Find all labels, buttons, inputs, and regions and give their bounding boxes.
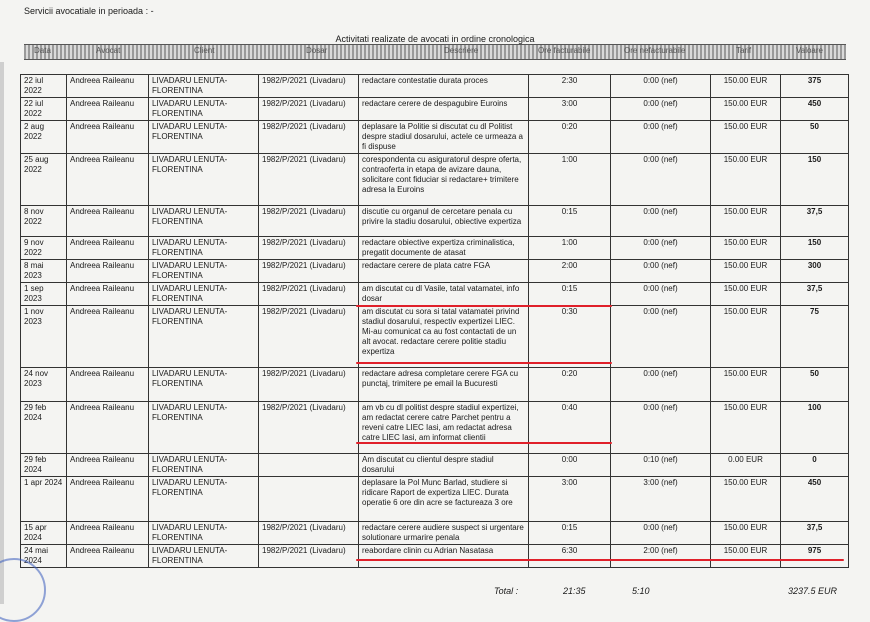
cell-date: 24 mai 2024 (21, 545, 67, 568)
total-label: Total : (494, 586, 519, 596)
cell-lawyer: Andreea Raileanu (67, 522, 149, 545)
cell-nonbill: 0:00 (nef) (611, 121, 711, 154)
cell-client: LIVADARU LENUTA-FLORENTINA (149, 260, 259, 283)
cell-case (259, 477, 359, 522)
cell-hours: 0:15 (529, 522, 611, 545)
table-title: Activitati realizate de avocati in ordine cronologica (335, 34, 535, 44)
total-billable-hours: 21:35 (563, 586, 586, 596)
cell-nonbill: 0:00 (nef) (611, 154, 711, 206)
cell-case: 1982/P/2021 (Livadaru) (259, 260, 359, 283)
cell-case: 1982/P/2021 (Livadaru) (259, 237, 359, 260)
cell-lawyer: Andreea Raileanu (67, 206, 149, 237)
cell-rate: 150.00 EUR (711, 121, 781, 154)
cell-desc: redactare obiective expertiza criminalistica, pregatit documente de atasat (359, 237, 529, 260)
cell-nonbill: 0:00 (nef) (611, 260, 711, 283)
cell-value: 37,5 (781, 522, 849, 545)
activities-table (20, 74, 849, 568)
cell-hours: 2:30 (529, 75, 611, 98)
cell-date: 2 aug 2022 (21, 121, 67, 154)
cell-nonbill: 0:00 (nef) (611, 98, 711, 121)
cell-value: 150 (781, 154, 849, 206)
cell-case: 1982/P/2021 (Livadaru) (259, 306, 359, 368)
cell-date: 9 nov 2022 (21, 237, 67, 260)
header-value: Valoare (796, 46, 823, 55)
cell-desc: am discutat cu sora si tatal vatamatei privind stadiul dosarului, respectiv expertizei LIEC. Mi-au comunicat ca au fost contactati de un alt avocat. redactare cerere politie stadiu expertiza (359, 306, 529, 368)
cell-hours: 0:20 (529, 368, 611, 402)
header-case: Dosar (306, 46, 328, 55)
table-row (21, 206, 849, 237)
cell-desc: redactare cerere de plata catre FGA (359, 260, 529, 283)
cell-value: 975 (781, 545, 849, 568)
cell-date: 29 feb 2024 (21, 402, 67, 454)
cell-lawyer: Andreea Raileanu (67, 477, 149, 522)
document-header: Servicii avocatiale in perioada : - (24, 6, 154, 16)
cell-rate: 150.00 EUR (711, 545, 781, 568)
cell-date: 29 feb 2024 (21, 454, 67, 477)
cell-rate: 150.00 EUR (711, 75, 781, 98)
cell-client: LIVADARU LENUTA-FLORENTINA (149, 121, 259, 154)
table-row (21, 306, 849, 368)
table-row (21, 121, 849, 154)
cell-nonbill: 0:00 (nef) (611, 283, 711, 306)
cell-desc: am vb cu dl politist despre stadiul expertizei, am redactat cerere catre Parchet pentru a reveni catre LIEC Iasi, am redactat adresa catre LIEC Iasi, am informat clientii (359, 402, 529, 454)
table-row (21, 283, 849, 306)
cell-nonbill: 0:00 (nef) (611, 237, 711, 260)
cell-nonbill: 0:00 (nef) (611, 75, 711, 98)
cell-date: 1 apr 2024 (21, 477, 67, 522)
cell-rate: 150.00 EUR (711, 522, 781, 545)
cell-client: LIVADARU LENUTA-FLORENTINA (149, 454, 259, 477)
cell-desc: Am discutat cu clientul despre stadiul dosarului (359, 454, 529, 477)
cell-hours: 3:00 (529, 98, 611, 121)
cell-value: 0 (781, 454, 849, 477)
cell-case: 1982/P/2021 (Livadaru) (259, 545, 359, 568)
cell-client: LIVADARU LENUTA-FLORENTINA (149, 237, 259, 260)
header-rate: Tarif (736, 46, 752, 55)
cell-rate: 150.00 EUR (711, 368, 781, 402)
cell-client: LIVADARU LENUTA-FLORENTINA (149, 306, 259, 368)
cell-date: 15 apr 2024 (21, 522, 67, 545)
cell-nonbill: 0:00 (nef) (611, 206, 711, 237)
cell-lawyer: Andreea Raileanu (67, 402, 149, 454)
cell-client: LIVADARU LENUTA-FLORENTINA (149, 522, 259, 545)
table-row (21, 454, 849, 477)
cell-value: 75 (781, 306, 849, 368)
page-edge (0, 62, 4, 604)
cell-lawyer: Andreea Raileanu (67, 283, 149, 306)
table-row (21, 260, 849, 283)
cell-nonbill: 0:00 (nef) (611, 522, 711, 545)
cell-rate: 150.00 EUR (711, 402, 781, 454)
header-date: Data (34, 46, 51, 55)
cell-nonbill: 0:10 (nef) (611, 454, 711, 477)
cell-case: 1982/P/2021 (Livadaru) (259, 75, 359, 98)
header-nonbillable-hours: Ore nefacturabile (624, 46, 686, 55)
cell-client: LIVADARU LENUTA-FLORENTINA (149, 477, 259, 522)
cell-date: 1 nov 2023 (21, 306, 67, 368)
cell-lawyer: Andreea Raileanu (67, 454, 149, 477)
cell-lawyer: Andreea Raileanu (67, 260, 149, 283)
cell-date: 8 mai 2023 (21, 260, 67, 283)
cell-date: 8 nov 2022 (21, 206, 67, 237)
table-row (21, 477, 849, 522)
cell-hours: 0:15 (529, 283, 611, 306)
cell-rate: 150.00 EUR (711, 237, 781, 260)
cell-nonbill: 0:00 (nef) (611, 402, 711, 454)
cell-lawyer: Andreea Raileanu (67, 368, 149, 402)
cell-value: 37,5 (781, 283, 849, 306)
cell-desc: corespondenta cu asiguratorul despre oferta, contraoferta in etapa de avizare dauna, solicitare cont fiduciar si redactare+ trimitere adresa la Euroins (359, 154, 529, 206)
cell-lawyer: Andreea Raileanu (67, 545, 149, 568)
cell-rate: 150.00 EUR (711, 206, 781, 237)
cell-value: 375 (781, 75, 849, 98)
cell-hours: 2:00 (529, 260, 611, 283)
cell-nonbill: 2:00 (nef) (611, 545, 711, 568)
cell-client: LIVADARU LENUTA-FLORENTINA (149, 154, 259, 206)
cell-rate: 150.00 EUR (711, 154, 781, 206)
cell-desc: deplasare la Politie si discutat cu dl Politist despre stadiul dosarului, actele ce urmeaza a fi dispuse (359, 121, 529, 154)
cell-hours: 0:20 (529, 121, 611, 154)
cell-case: 1982/P/2021 (Livadaru) (259, 522, 359, 545)
cell-hours: 3:00 (529, 477, 611, 522)
table-row (21, 154, 849, 206)
table-row (21, 402, 849, 454)
cell-hours: 6:30 (529, 545, 611, 568)
cell-lawyer: Andreea Raileanu (67, 121, 149, 154)
cell-nonbill: 0:00 (nef) (611, 368, 711, 402)
cell-date: 22 iul 2022 (21, 75, 67, 98)
header-client: Client (194, 46, 215, 55)
table-row (21, 237, 849, 260)
cell-desc: redactare adresa completare cerere FGA cu punctaj, trimitere pe email la Bucuresti (359, 368, 529, 402)
cell-lawyer: Andreea Raileanu (67, 154, 149, 206)
total-value: 3237.5 EUR (788, 586, 838, 596)
table-row (21, 368, 849, 402)
cell-value: 150 (781, 237, 849, 260)
cell-rate: 150.00 EUR (711, 98, 781, 121)
cell-date: 24 nov 2023 (21, 368, 67, 402)
cell-desc: redactare cerere audiere suspect si urgentare solutionare urmarire penala (359, 522, 529, 545)
cell-lawyer: Andreea Raileanu (67, 98, 149, 121)
cell-hours: 0:00 (529, 454, 611, 477)
cell-rate: 150.00 EUR (711, 477, 781, 522)
header-description: Descriere (444, 46, 479, 55)
cell-case: 1982/P/2021 (Livadaru) (259, 206, 359, 237)
cell-hours: 0:30 (529, 306, 611, 368)
cell-lawyer: Andreea Raileanu (67, 75, 149, 98)
cell-value: 37,5 (781, 206, 849, 237)
table-row (21, 98, 849, 121)
highlight-underline (356, 305, 612, 307)
cell-rate: 150.00 EUR (711, 260, 781, 283)
cell-date: 25 aug 2022 (21, 154, 67, 206)
cell-desc: redactare contestatie durata proces (359, 75, 529, 98)
cell-case (259, 454, 359, 477)
cell-hours: 0:15 (529, 206, 611, 237)
cell-value: 300 (781, 260, 849, 283)
cell-client: LIVADARU LENUTA-FLORENTINA (149, 98, 259, 121)
cell-rate: 150.00 EUR (711, 283, 781, 306)
cell-case: 1982/P/2021 (Livadaru) (259, 98, 359, 121)
cell-case: 1982/P/2021 (Livadaru) (259, 283, 359, 306)
cell-client: LIVADARU LENUTA-FLORENTINA (149, 402, 259, 454)
total-nonbillable-hours: 5:10 (632, 586, 650, 596)
column-header-row (24, 44, 846, 60)
highlight-underline (356, 362, 612, 364)
highlight-underline (356, 442, 612, 444)
cell-desc: am discutat cu dl Vasile, tatal vatamatei, info dosar (359, 283, 529, 306)
cell-hours: 1:00 (529, 237, 611, 260)
cell-value: 50 (781, 368, 849, 402)
cell-case: 1982/P/2021 (Livadaru) (259, 154, 359, 206)
cell-client: LIVADARU LENUTA-FLORENTINA (149, 368, 259, 402)
cell-client: LIVADARU LENUTA-FLORENTINA (149, 75, 259, 98)
cell-client: LIVADARU LENUTA-FLORENTINA (149, 283, 259, 306)
cell-desc: deplasare la Pol Munc Barlad, studiere si ridicare Raport de expertiza LIEC. Durata operatie 6 ore din acre se factureaza 3 ore (359, 477, 529, 522)
header-billable-hours: Ore facturabile (538, 46, 591, 55)
cell-nonbill: 3:00 (nef) (611, 477, 711, 522)
cell-client: LIVADARU LENUTA-FLORENTINA (149, 545, 259, 568)
cell-date: 1 sep 2023 (21, 283, 67, 306)
cell-value: 450 (781, 477, 849, 522)
cell-lawyer: Andreea Raileanu (67, 237, 149, 260)
cell-case: 1982/P/2021 (Livadaru) (259, 121, 359, 154)
cell-rate: 150.00 EUR (711, 306, 781, 368)
cell-desc: discutie cu organul de cercetare penala cu privire la stadiu dosarului, obiective expertiza (359, 206, 529, 237)
cell-nonbill: 0:00 (nef) (611, 306, 711, 368)
table-row (21, 75, 849, 98)
highlight-underline (356, 559, 844, 561)
cell-date: 22 iul 2022 (21, 98, 67, 121)
table-row (21, 522, 849, 545)
cell-hours: 0:40 (529, 402, 611, 454)
header-lawyer: Avocat (96, 46, 121, 55)
cell-client: LIVADARU LENUTA-FLORENTINA (149, 206, 259, 237)
cell-value: 50 (781, 121, 849, 154)
cell-case: 1982/P/2021 (Livadaru) (259, 368, 359, 402)
cell-rate: 0.00 EUR (711, 454, 781, 477)
cell-lawyer: Andreea Raileanu (67, 306, 149, 368)
table-row (21, 545, 849, 568)
cell-value: 450 (781, 98, 849, 121)
cell-desc: reabordare clinin cu Adrian Nasatasa (359, 545, 529, 568)
cell-case: 1982/P/2021 (Livadaru) (259, 402, 359, 454)
cell-desc: redactare cerere de despagubire Euroins (359, 98, 529, 121)
cell-value: 100 (781, 402, 849, 454)
cell-hours: 1:00 (529, 154, 611, 206)
